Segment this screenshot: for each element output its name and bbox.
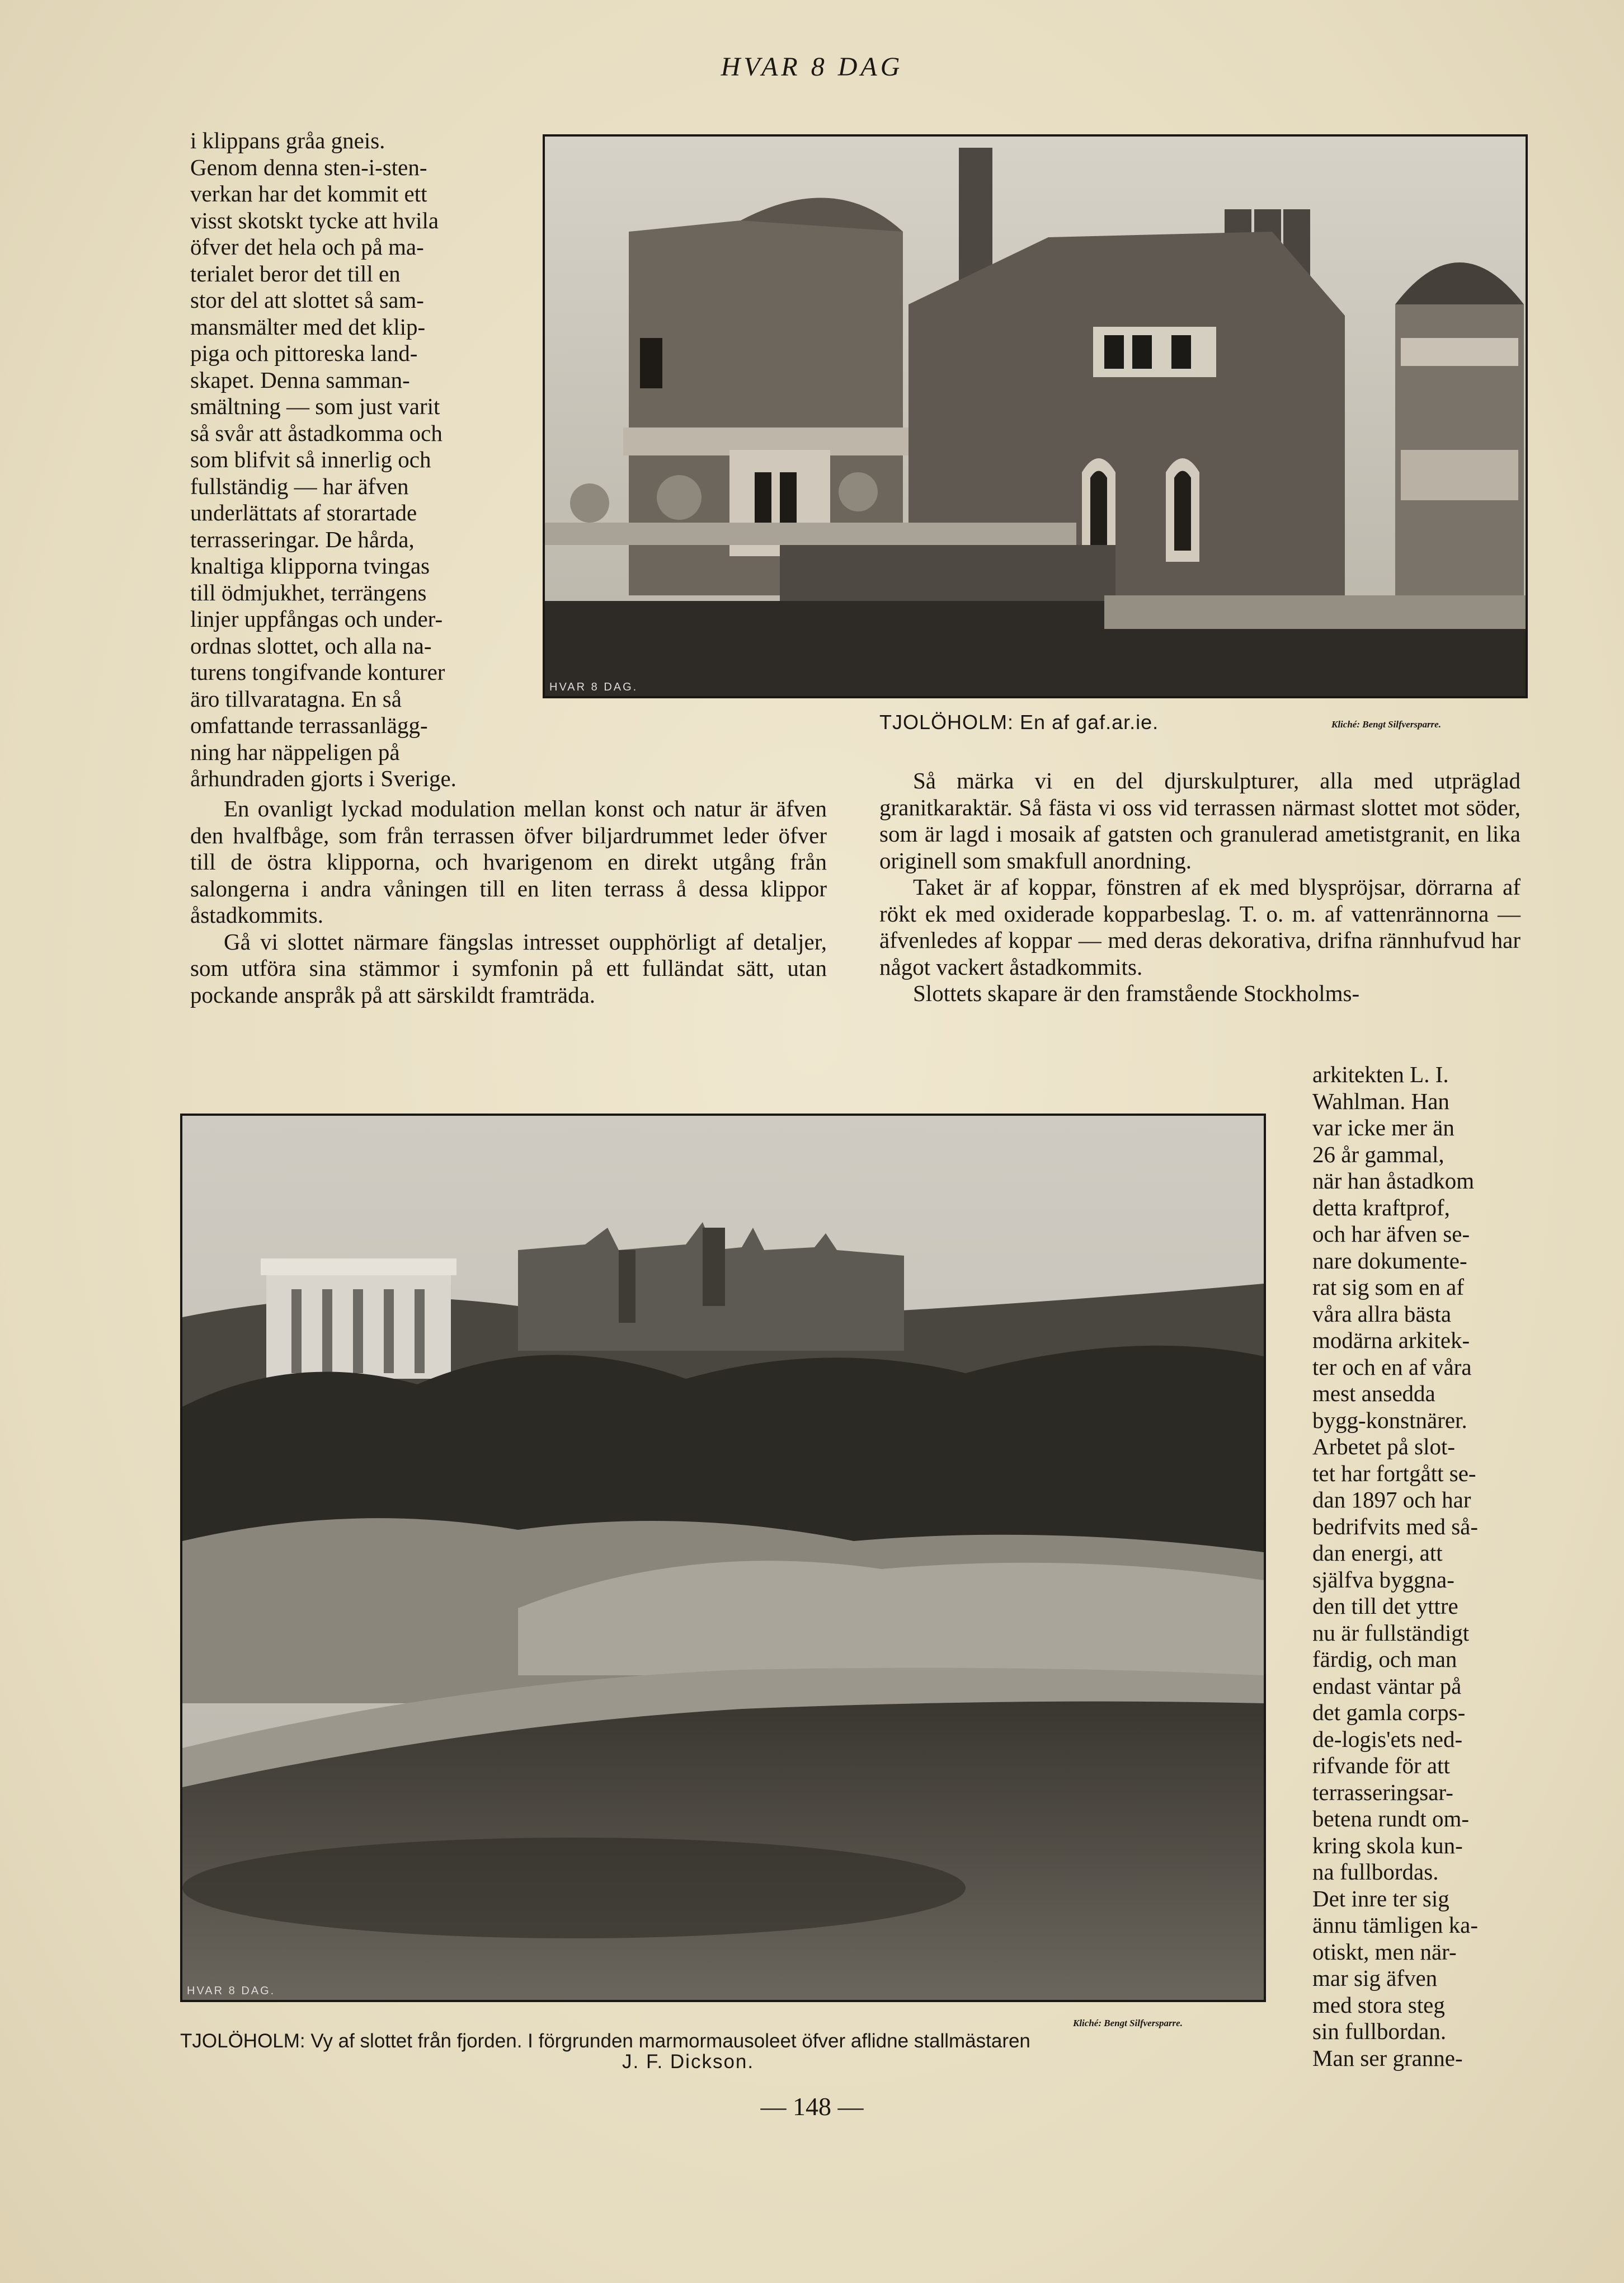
text-line: visst skotskt tycke att hvila — [190, 207, 439, 233]
caption-bottom-line-2: J. F. Dickson. — [622, 2051, 755, 2073]
text-line: endast väntar på — [1312, 1673, 1462, 1699]
text-line: nare dokumente- — [1312, 1247, 1467, 1274]
paragraph: Gå vi slottet närmare fängslas intresset oupphörligt af detaljer, som utföra sina stämmor i symfonin på ett fulländat sätt, utan pockande anspråk på att särskildt framträda. — [190, 928, 827, 1008]
text-line: piga och pittoreska land- — [190, 340, 418, 366]
text-line: århundraden gjorts i Sverige. — [190, 765, 456, 791]
text-line: knaltiga klipporna tvingas — [190, 553, 430, 579]
text-line: bygg-konstnärer. — [1312, 1407, 1467, 1433]
text-line: öfver det hela och på ma- — [190, 234, 424, 260]
text-line: detta kraftprof, — [1312, 1194, 1450, 1220]
paragraph: Så märka vi en del djurskulpturer, alla med utpräglad granitkaraktär. Så fästa vi oss vid terrassen närmast slottet mot söder, som är lagd i mosaik af gatsten och granulerad ametistgranit, en lika originell som smakfull anordning. — [879, 768, 1521, 873]
photo-watermark: HVAR 8 DAG. — [187, 1985, 276, 1997]
text-line: na fullbordas. — [1312, 1859, 1439, 1885]
text-line: betena rundt om- — [1312, 1806, 1470, 1831]
column-left-upper — [190, 128, 510, 792]
column-left-lower — [190, 796, 827, 1008]
text-line: stor del att slottet så sam- — [190, 287, 424, 313]
text-line: dan energi, att — [1312, 1540, 1443, 1566]
page-number: — 148 — — [760, 2092, 864, 2121]
text-line: Arbetet på slot- — [1312, 1434, 1456, 1459]
text-line: de-logis'ets ned- — [1312, 1726, 1463, 1752]
text-line: när han åstadkom — [1312, 1168, 1475, 1194]
text-line: smältning — som just varit — [190, 393, 440, 419]
photo-castle-gable-image — [545, 137, 1526, 696]
text-line: mar sig äfven — [1312, 1965, 1438, 1991]
caption-top: TJOLÖHOLM: En af gaf.ar.ie. — [879, 711, 1159, 734]
text-line: så svår att åstadkomma och — [190, 420, 443, 446]
text-line: tet har fortgått se- — [1312, 1460, 1476, 1486]
text-line: skapet. Denna samman- — [190, 367, 410, 393]
credit-top: Kliché: Bengt Silfversparre. — [1331, 719, 1441, 730]
text-line: mansmälter med det klip- — [190, 313, 426, 340]
text-line: modärna arkitek- — [1312, 1327, 1470, 1353]
text-line: fullständig — har äfven — [190, 473, 409, 499]
text-line: rat sig som en af — [1312, 1274, 1464, 1300]
photo-castle-gable — [543, 134, 1528, 698]
text-line: terialet beror det till en — [190, 260, 401, 286]
text-line: mest ansedda — [1312, 1380, 1435, 1406]
text-line: med stora steg — [1312, 1991, 1445, 2018]
text-line: underlättats af storartade — [190, 500, 417, 525]
text-line: Man ser granne- — [1312, 2045, 1463, 2071]
column-right — [879, 768, 1521, 1007]
text-line: färdig, och man — [1312, 1646, 1457, 1672]
credit-bottom: Kliché: Bengt Silfversparre. — [1073, 2018, 1183, 2028]
text-line: och har äfven se- — [1312, 1221, 1470, 1247]
photo-fjord-view — [180, 1114, 1266, 2002]
text-line: ning har näppeligen på — [190, 739, 400, 765]
text-line: Genom denna sten-i-sten- — [190, 154, 427, 180]
caption-bottom-line-1: TJOLÖHOLM: Vy af slottet från fjorden. I förgrunden marmormausoleet öfver aflidne stallmästaren — [180, 2030, 1030, 2052]
text-line: det gamla corps- — [1312, 1699, 1466, 1725]
text-line: ännu tämligen ka- — [1312, 1912, 1479, 1938]
text-line: till ödmjukhet, terrängens — [190, 579, 427, 605]
text-line: den till det yttre — [1312, 1593, 1458, 1619]
text-line: Wahlman. Han — [1312, 1088, 1449, 1114]
text-line: turens tongifvande konturer — [190, 659, 445, 685]
paragraph: Slottets skapare är den framstående Stockholms- — [913, 980, 1360, 1006]
text-line: var icke mer än — [1312, 1115, 1454, 1140]
paragraph: Taket är af koppar, fönstren af ek med blyspröjsar, dörrarna af rökt ek med oxiderade kopparbeslag. T. o. m. af vattenrännorna — äfvenledes af koppar — med deras dekorativa, drifna rännhufvud har något vackert åstadkommits. — [879, 874, 1521, 980]
column-narrow — [1312, 1061, 1519, 2071]
text-line: våra allra bästa — [1312, 1300, 1452, 1327]
running-head: HVAR 8 DAG — [721, 52, 903, 82]
text-line: linjer uppfångas och under- — [190, 606, 443, 632]
text-line: ordnas slottet, och alla na- — [190, 632, 432, 659]
text-line: bedrifvits med så- — [1312, 1513, 1479, 1539]
text-line: rifvande för att — [1312, 1753, 1450, 1778]
text-line: arkitekten L. I. — [1312, 1061, 1449, 1087]
photo-watermark: HVAR 8 DAG. — [549, 681, 638, 693]
text-line: verkan har det kommit ett — [190, 181, 427, 206]
text-line: omfattande terrassanlägg- — [190, 712, 428, 738]
text-line: sin fullbordan. — [1312, 2018, 1447, 2044]
text-line: själfva byggna- — [1312, 1566, 1454, 1593]
text-line: terrasseringsar- — [1312, 1779, 1453, 1805]
paragraph: En ovanligt lyckad modulation mellan konst och natur är äfven den hvalfbåge, som från terrassen öfver biljardrummet leder öfver till de östra klipporna, och hvarigenom en direkt utgång från salongerna i andra våningen till en liten terrass å dessa klippor åstadkommits. — [190, 796, 827, 928]
photo-fjord-view-image — [182, 1116, 1264, 2000]
text-line: otiskt, men när- — [1312, 1938, 1457, 1965]
text-line: äro tillvaratagna. En så — [190, 685, 402, 712]
text-line: dan 1897 och har — [1312, 1487, 1471, 1512]
text-line: nu är fullständigt — [1312, 1619, 1470, 1646]
text-line: som blifvit så innerlig och — [190, 447, 431, 472]
text-line: Det inre ter sig — [1312, 1885, 1449, 1911]
text-line: kring skola kun- — [1312, 1832, 1463, 1858]
text-line: ter och en af våra — [1312, 1354, 1472, 1380]
text-line: 26 år gammal, — [1312, 1141, 1444, 1167]
text-line: i klippans gråa gneis. — [190, 128, 385, 153]
text-line: terrasseringar. De hårda, — [190, 526, 415, 552]
